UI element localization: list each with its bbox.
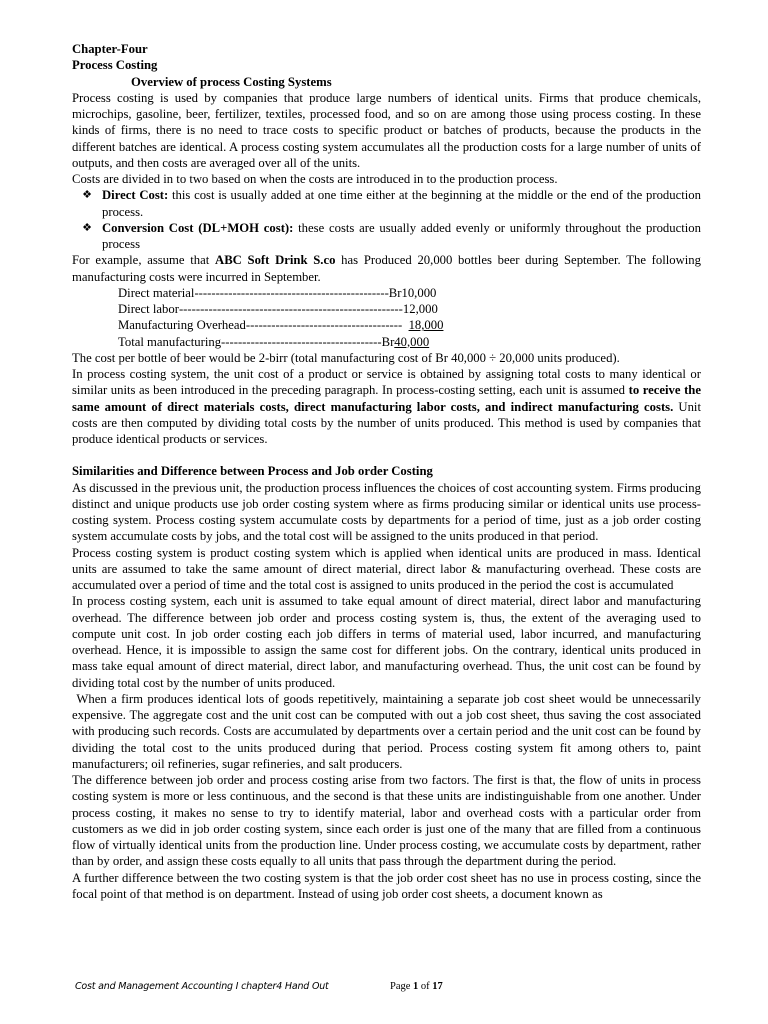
cost-line-direct-labor: Direct labor ----------------------------------------------------- 12,000 xyxy=(118,302,438,316)
footer-course-title: Cost and Management Accounting I chapter4 Hand Out xyxy=(75,981,329,992)
cost-amount: 10,000 xyxy=(401,285,437,300)
intro-paragraph: Process costing is used by companies that produce large numbers of identical units. Firms that produce chemicals, microchips, gasoline, beer, fertilizer, textiles, processed food, and so on are among those using process costing. In these kinds of firms, there is no need to trace costs to specific product or batches of products, because the products in the different batches are identical. A process costing system accumulates all the production costs for a large number of units of outputs, and then costs are averaged over all of the units. xyxy=(72,90,701,170)
body-paragraph: In process costing system, each unit is assumed to take equal amount of direct material, direct labor and manufacturing overhead. The difference between job order and process costing system is, thus, the extent of the averaging used to compute unit cost. In job order costing each job differs in terms of material used, labor incurred, and manufacturing overhead. Hence, it is impossible to assign the same cost for different jobs. On the contrary, identical units produced in mass take equal amount of direct material, direct labor, and manufacturing overhead. Thus, the unit cost can be found by dividing total cost by the number of units produced. xyxy=(72,594,701,690)
emphasis-text: to receive the same amount of direct materials costs, direct manufacturing labor costs, and indirect manufacturing costs. xyxy=(72,383,701,414)
body-paragraph: Process costing system is product costing system which is applied when identical units are produced in mass. Identical units are assumed to take the same amount of direct material, direct labor & manufacturing overhead. These costs are accumulated over a period of time and the total cost is assigned to units produced in the period the cost is accumulated xyxy=(72,545,701,592)
page-footer xyxy=(72,981,701,999)
cost-line-total: Total manufacturing -------------------------------------- Br 40,000 xyxy=(118,334,430,349)
cost-amount: 18,000 xyxy=(408,318,444,333)
overview-heading: Overview of process Costing Systems xyxy=(131,74,332,89)
per-unit-paragraph: The cost per bottle of beer would be 2-birr (total manufacturing cost of Br 40,000 ÷ 20,000 units produced). xyxy=(72,350,620,365)
diamond-bullet-icon: ❖ xyxy=(82,189,92,202)
example-paragraph: For example, assume that ABC Soft Drink S.co has Produced 20,000 bottles beer during September. The following manufacturing costs were incurred in September. xyxy=(72,253,701,284)
page-number: Page 1 of 17 xyxy=(390,981,443,992)
body-paragraph: A further difference between the two costing system is that the job order cost sheet has no use in process costing, since the focal point of that method is on department. Instead of using job order cost sheets, a document known as xyxy=(72,870,701,901)
bullet-text: these costs are usually added evenly or uniformly throughout the production process xyxy=(102,220,701,251)
bullet-direct-cost xyxy=(72,187,701,220)
division-paragraph: Costs are divided in to two based on when the costs are introduced in to the production process. xyxy=(72,172,558,186)
body-paragraph: The difference between job order and process costing arise from two factors. The first is that, the flow of units in process costing system is more or less continuous, and the second is that these units are indistinguishable from one another. Under process costing, it makes no sense to try to identify material, labor and overhead costs with a particular order from customers as we did in job order costing system, since each order is just one of the many that are filled from a continuous flow of virtually identical units from the production line. Under process costing, we accumulate costs by department, rather than by order, and assign these costs equally to all units that pass through the department during the period. xyxy=(72,773,701,869)
diamond-bullet-icon: ❖ xyxy=(82,221,92,234)
cost-amount: 40,000 xyxy=(394,334,430,349)
unit-cost-paragraph: In process costing system, the unit cost of a product or service is obtained by assigning total costs to many identical or similar units as been introduced in the preceding paragraph. In process-costing setting, each unit is assumed to receive the same amount of direct materials costs, direct manufacturing labor costs, and indirect manufacturing costs. Unit costs are then computed by dividing total costs by the number of units produced. This method is used by companies that produce identical products or services. xyxy=(72,367,701,446)
section-heading: Similarities and Difference between Process and Job order Costing xyxy=(72,464,433,479)
bullet-text: this cost is usually added at one time either at the beginning at the middle or the end of the production process. xyxy=(102,188,701,219)
bullet-term: Conversion Cost (DL+MOH cost): xyxy=(102,220,294,235)
body-paragraph: When a firm produces identical lots of goods repetitively, maintaining a separate job cost sheet would be unnecessarily expensive. The aggregate cost and the unit cost can be computed with out a job cost sheet, thus saving the cost associated with producing such records. Costs are accumulated by departments over a certain period and the unit cost can be found by dividing the total cost to the units produced during that period. Process costing system fit among others to, paint manufacturers; oil refineries, sugar refineries, and salt producers. xyxy=(72,691,705,771)
body-paragraph: As discussed in the previous unit, the production process influences the choices of cost accounting system. Firms producing distinct and unique products use job order costing system where as firms producing similar or identical units use process-costing system. Process costing system accumulate costs by departments for a period of time, just as a job order costing system accumulate costs by jobs, and the total cost will be assigned to the units produced in that period. xyxy=(72,480,701,544)
chapter-title: Chapter-Four xyxy=(72,42,148,56)
cost-amount: 12,000 xyxy=(402,302,438,316)
cost-line-overhead: Manufacturing Overhead ------------------------------------- 18,000 xyxy=(118,318,444,333)
bullet-conversion-cost xyxy=(72,220,701,253)
bullet-term: Direct Cost: xyxy=(102,188,169,203)
company-name: ABC Soft Drink S.co xyxy=(215,253,336,268)
topic-title: Process Costing xyxy=(72,58,158,73)
cost-line-direct-material: Direct material ---------------------------------------------- Br 10,000 xyxy=(118,285,437,300)
page-content xyxy=(72,41,705,902)
